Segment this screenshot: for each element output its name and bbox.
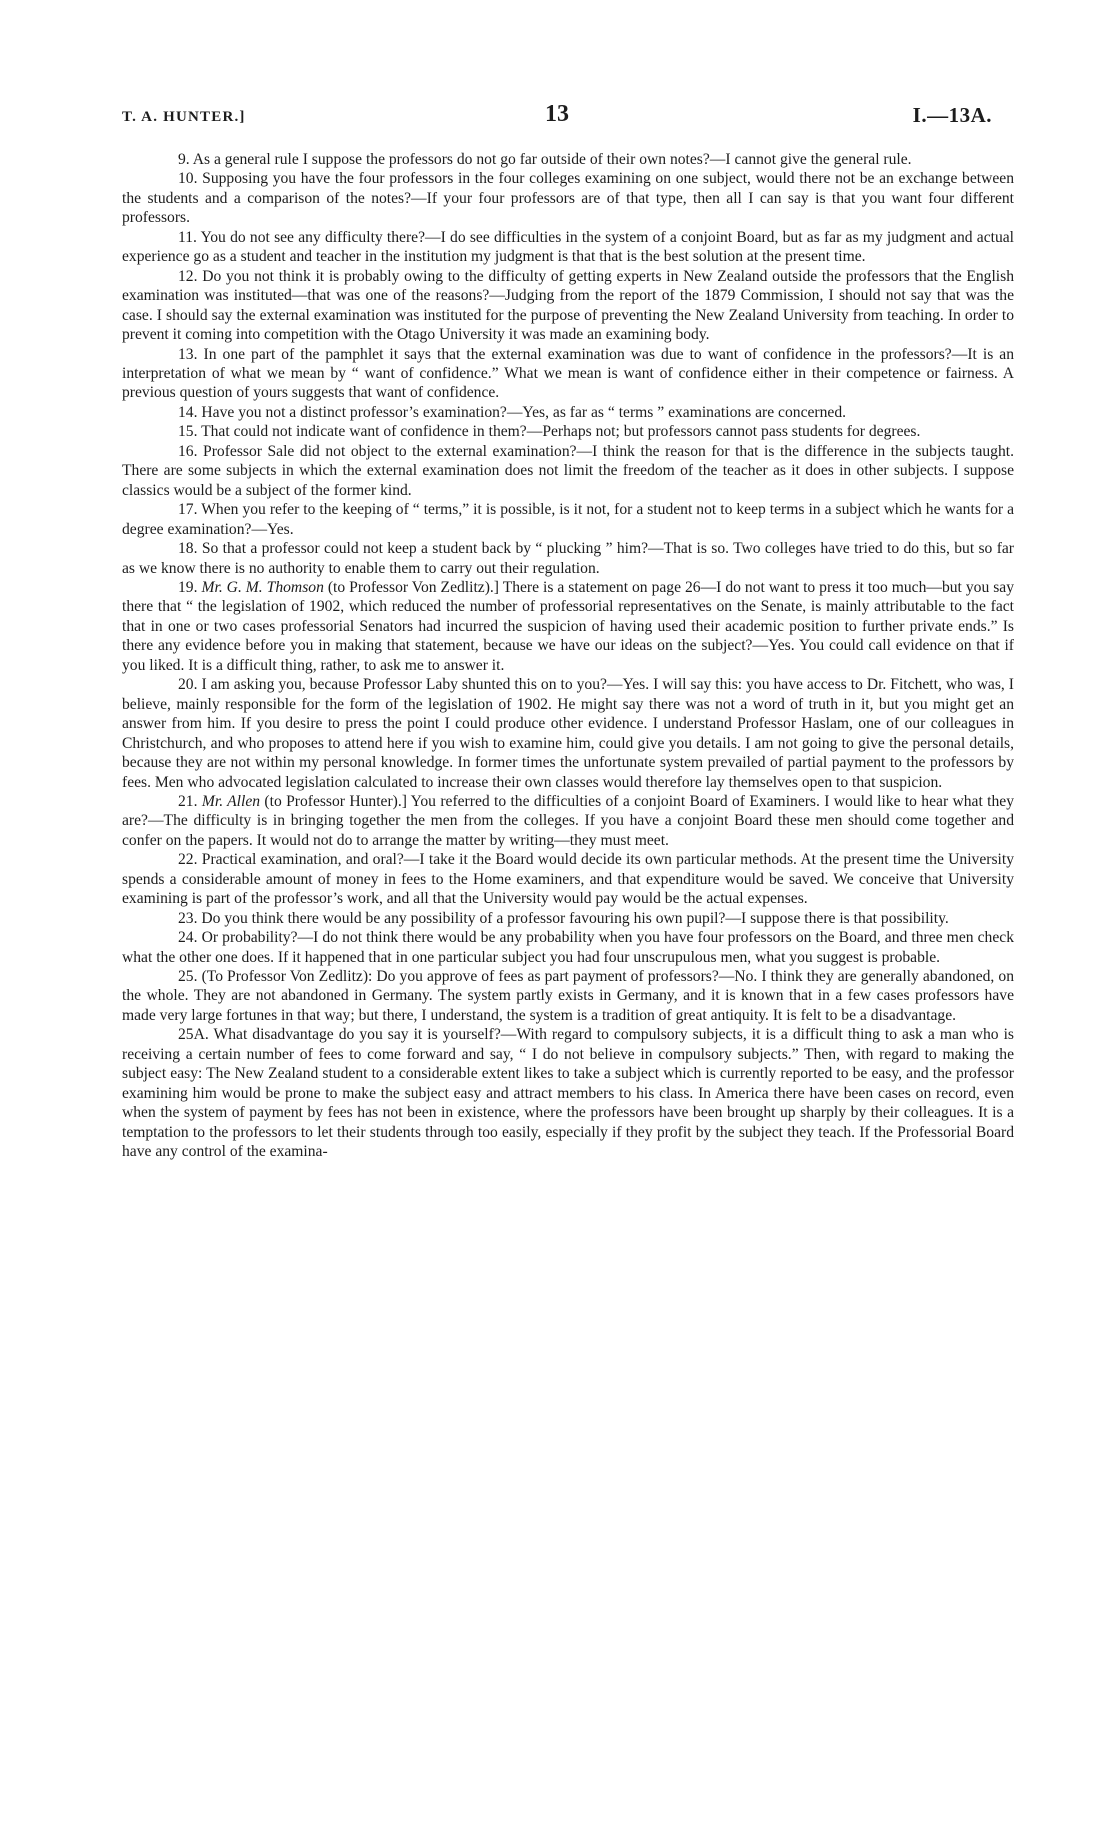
speaker-name: Mr. Allen: [201, 792, 261, 810]
paragraph: 19. Mr. G. M. Thomson (to Professor Von Zedlitz).] There is a statement on page 26—I do not want to press it too much—but you say there that “ the legislation of 1902, which reduced the number of professorial representatives on the Senate, is mainly attributable to the fact that in one or two cases professorial Senators had incurred the suspicion of having used their academic position to further private ends.” Is there any evidence before you in making that statement, because we have our ideas on the subject?—Yes. You could call evidence on that if you liked. It is a difficult thing, rather, to ask me to answer it.: [122, 578, 1015, 674]
paragraph: 18. So that a professor could not keep a student back by “ plucking ” him?—That is so. Two colleges have tried to do this, but so far as we know there is no authority to enable them to carry out their regulation.: [122, 540, 1014, 577]
paragraph: 24. Or probability?—I do not think there would be any probability when you have four professors on the Board, and three men check what the other one does. If it happened that in one particular subject you had four unscrupulous men, what you suggest is probable.: [122, 929, 1014, 966]
paragraph: 11. You do not see any difficulty there?—I do see difficulties in the system of a conjoint Board, but as far as my judgment and actual experience go as a student and teacher in the institution my judgment is that that is the best solution at the present time.: [122, 228, 1014, 266]
paragraph: 10. Supposing you have the four professors in the four colleges examining on one subject, would there not be an exchange between the students and a comparison of the notes?—If your four professors are of that type, then all I can say is that you want four different professors.: [122, 170, 1014, 227]
speaker-name: Mr. G. M. Thomson: [201, 578, 324, 596]
paragraph: 22. Practical examination, and oral?—I take it the Board would decide its own particular methods. At the present time the University spends a considerable amount of money in fees to the Home examiners, and that expenditure would be saved. We conceive that University examining is part of the professor’s work, and all that the University would pay would be the actual expenses.: [122, 851, 1014, 908]
paragraph: 12. Do you not think it is probably owing to the difficulty of getting experts in New Zealand outside the professors that the English examination was instituted—that was one of the reasons?—Judging from the report of the 1879 Commission, I should not say that was the case. I should say the external examination was instituted for the purpose of preventing the New Zealand University from teaching. In order to prevent it coming into competition with the Otago University it was made an examining body.: [122, 267, 1014, 344]
running-head-right: I.—13A.: [912, 103, 992, 127]
question-number: 19.: [178, 578, 198, 596]
paragraph: 17. When you refer to the keeping of “ terms,” it is possible, is it not, for a student not to keep terms in a subject which he wants for a degree examination?—Yes.: [122, 501, 1014, 538]
paragraph: 15. That could not indicate want of confidence in them?—Perhaps not; but professors cannot pass students for degrees.: [178, 423, 921, 441]
paragraph: 25A. What disadvantage do you say it is yourself?—With regard to compulsory subjects, it is a difficult thing to ask a man who is receiving a certain number of fees to come forward and say, “ I do not believe in compulsory subjects.” Then, with regard to making the subject easy: The New Zealand student to a considerable extent likes to take a subject which is currently reported to be easy, and the professor examining him would be prone to make the subject easy and attract members to his class. In America there have been cases on record, even when the system of payment by fees has not been in existence, where the professors have been brought up sharply by their colleagues. It is a temptation to the professors to let their students through too easily, especially if they profit by the subject they teach. If the Professorial Board have any control of the examina-: [122, 1026, 1014, 1161]
question-number: 21.: [178, 792, 198, 810]
page-number: 13: [545, 101, 569, 127]
page-header: [122, 101, 992, 135]
paragraph: 13. In one part of the pamphlet it says that the external examination was due to want of confidence in the professors?—It is an interpretation of what we mean by “ want of confidence.” What we mean is want of confidence either in their competence or fairness. A previous question of yours suggests that want of confidence.: [122, 345, 1014, 402]
paragraph: 21. Mr. Allen (to Professor Hunter).] You referred to the difficulties of a conjoint Board of Examiners. I would like to hear what they are?—The difficulty is in bringing together the men from the colleges. If you have a conjoint Board these men should come together and confer on the papers. It would not do to arrange the matter by writing—they must meet.: [122, 792, 1014, 849]
paragraph: 25. (To Professor Von Zedlitz): Do you approve of fees as part payment of professors?—No. I think they are generally abandoned, on the whole. They are not abandoned in Germany. The system partly exists in Germany, and it is known that in a few cases professors have made very large fortunes in that way; but there, I understand, the system is a tradition of great antiquity. It is felt to be a disadvantage.: [122, 968, 1014, 1024]
paragraph: 23. Do you think there would be any possibility of a professor favouring his own pupil?—I suppose there is that possibility.: [178, 909, 949, 927]
paragraph: 20. I am asking you, because Professor Laby shunted this on to you?—Yes. I will say this: you have access to Dr. Fitchett, who was, I believe, mainly responsible for the form of the legislation of 1902. He might say there was not a word of truth in it, but you might get an answer from him. If you desire to press the point I could produce other evidence. I understand Professor Haslam, one of our colleagues in Christchurch, and who proposes to attend here if you wish to examine him, could give you details. I am not going to give the personal details, because they are not within my personal knowledge. In former times the unfortunate system prevailed of partial payment to the professors by fees. Men who advocated legislation calculated to increase their own classes would therefore lay themselves open to that suspicion.: [122, 676, 1014, 791]
paragraph: 16. Professor Sale did not object to the external examination?—I think the reason for that is the difference in the subjects taught. There are some subjects in which the external examination does not limit the freedom of the teacher as it does in other subjects. I suppose classics would be a subject of the former kind.: [122, 442, 1014, 499]
paragraph: 14. Have you not a distinct professor’s examination?—Yes, as far as “ terms ” examinations are concerned.: [178, 403, 847, 421]
running-head-left: T. A. HUNTER.]: [122, 109, 246, 125]
body-text: [122, 150, 1014, 1162]
paragraph: 9. As a general rule I suppose the professors do not go far outside of their own notes?—I cannot give the general rule.: [178, 151, 912, 168]
